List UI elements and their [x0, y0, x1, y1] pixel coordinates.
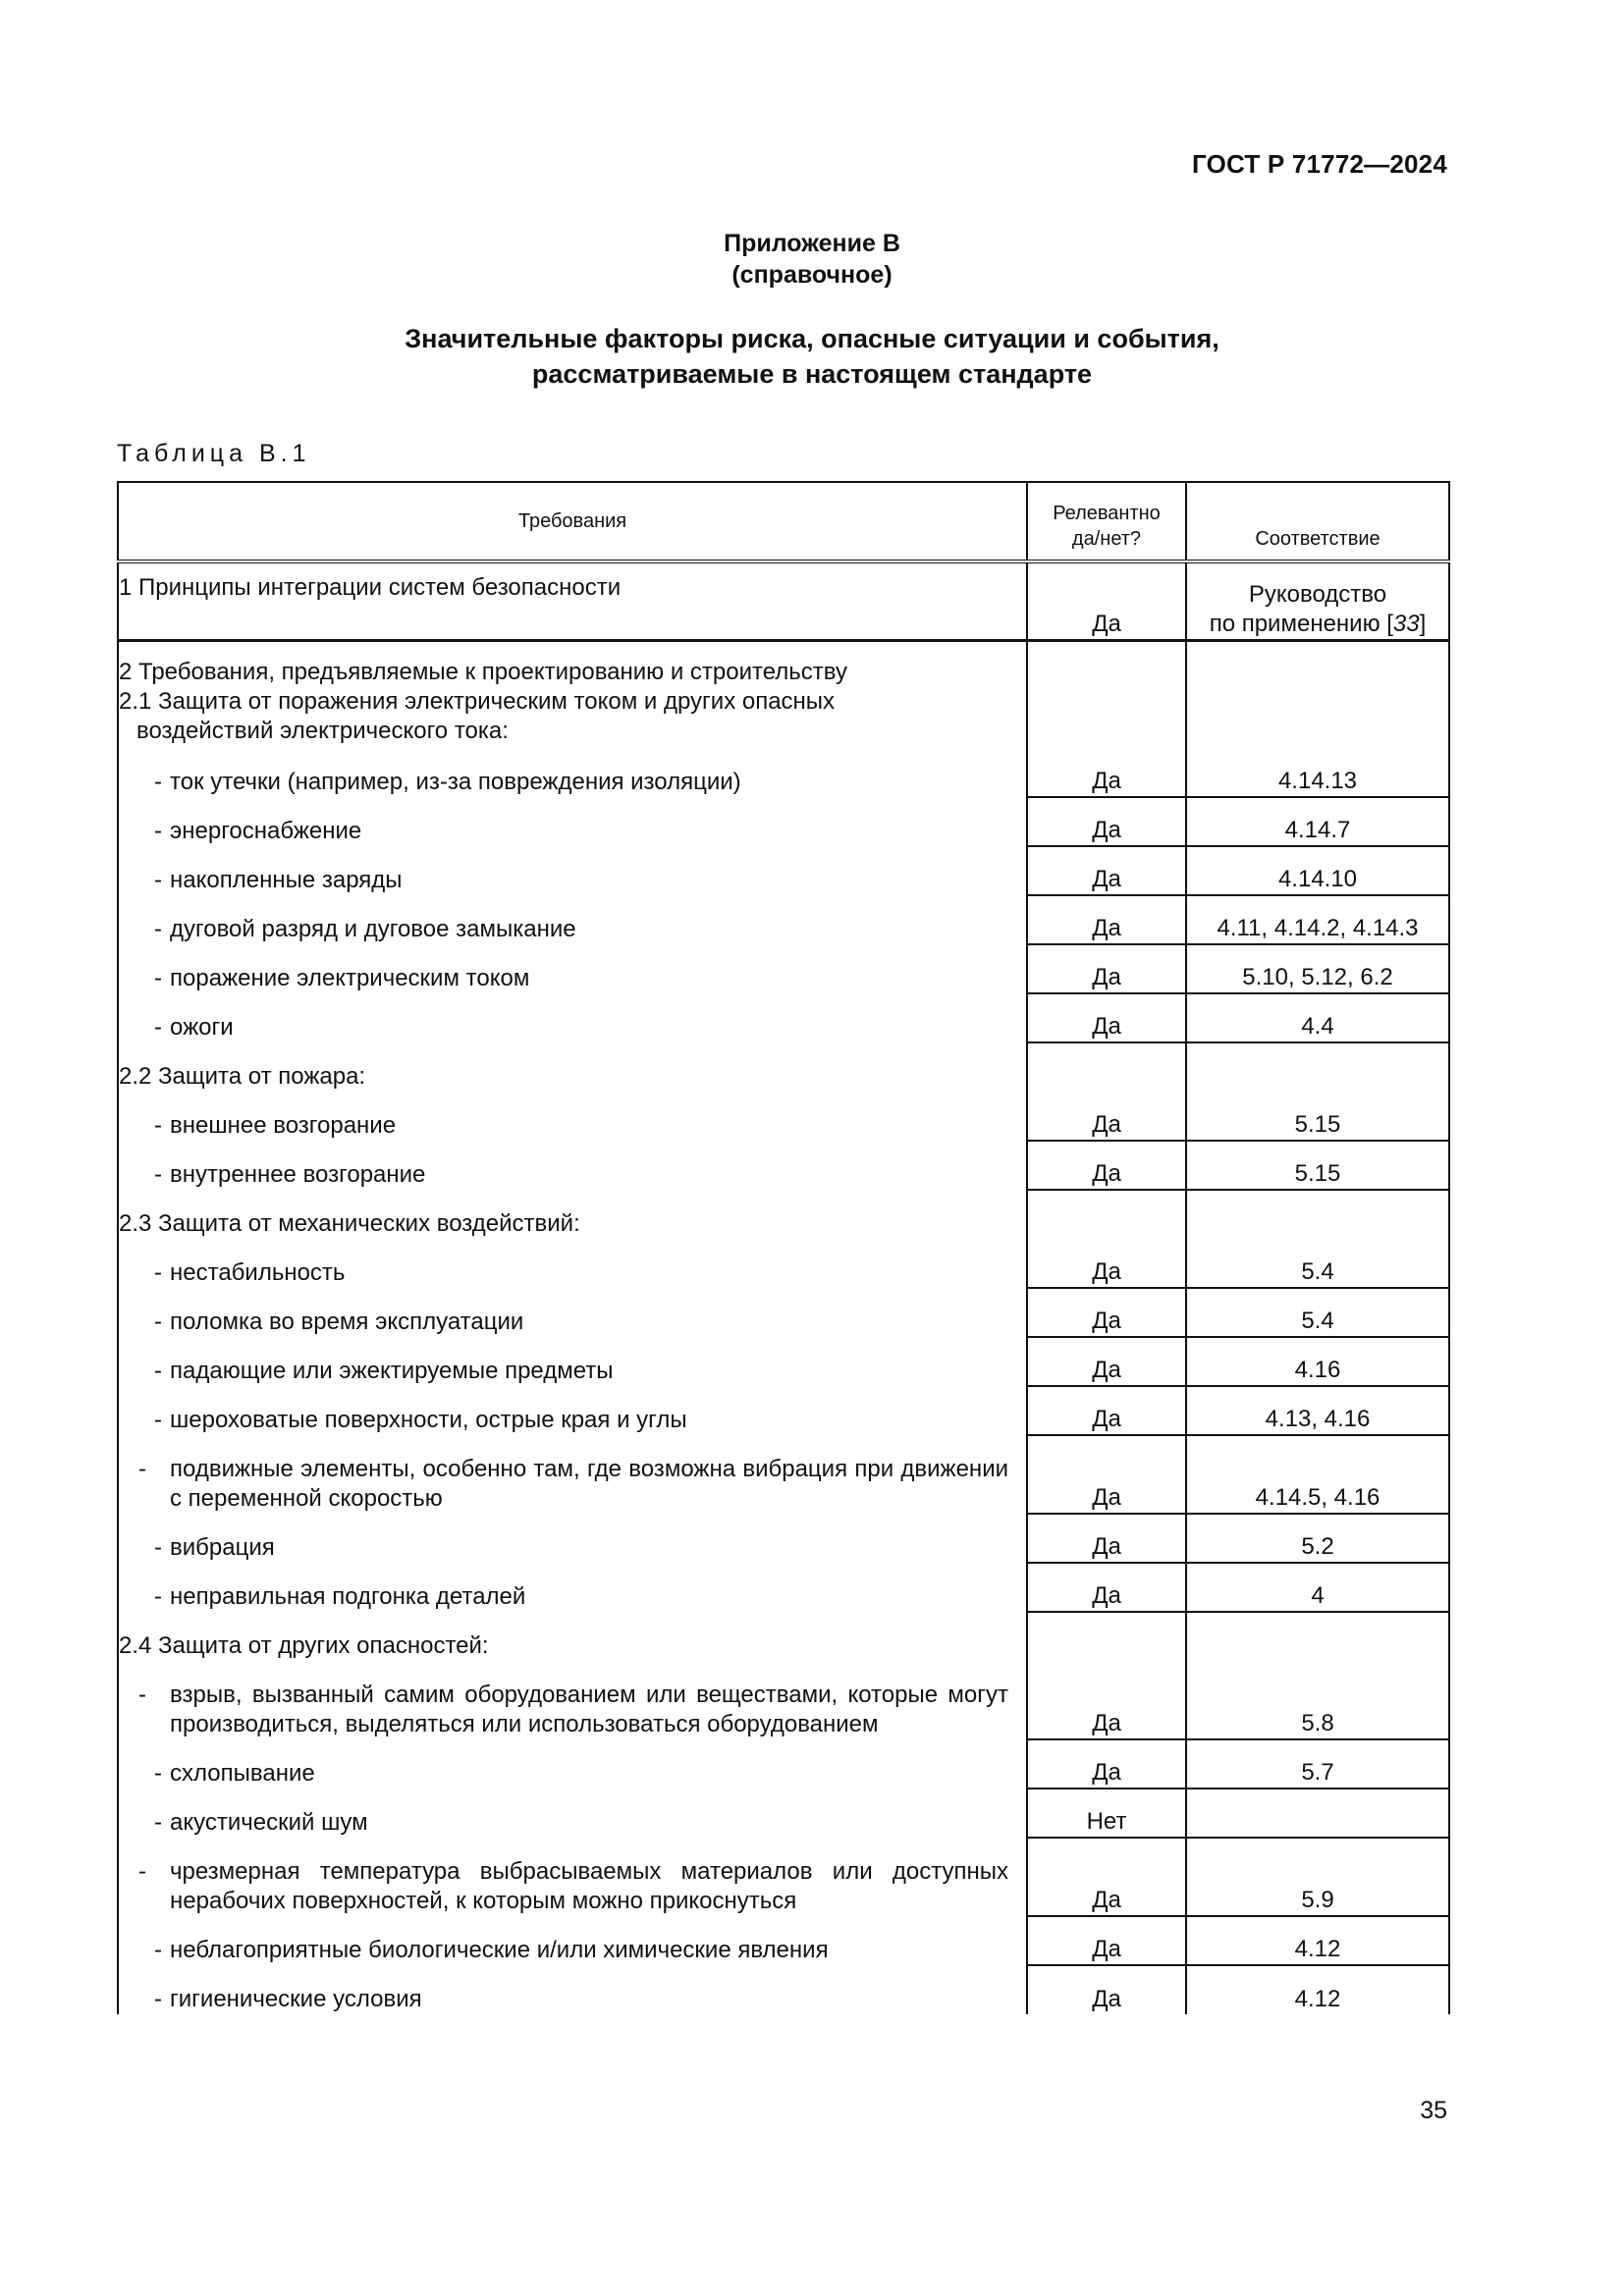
requirement-text: 2 Требования, предъявляемые к проектированию и строительству [118, 640, 1027, 687]
requirement-text: 2.3 Защита от механических воздействий: [118, 1190, 1027, 1239]
table-row [118, 1661, 1449, 1739]
header-relevant-line-2: да/нет? [1071, 528, 1142, 550]
relevance-value: Да [1027, 1965, 1186, 2014]
relevance-value: Да [1027, 1288, 1186, 1337]
relevance-value: Да [1027, 1514, 1186, 1563]
compliance-value: 4.14.10 [1186, 846, 1449, 895]
table-row [118, 1337, 1449, 1386]
requirement-item [118, 1337, 1027, 1386]
requirement-item [118, 1563, 1027, 1612]
compliance-value: 5.7 [1186, 1739, 1449, 1789]
requirement-item-text [138, 1857, 1008, 1916]
requirement-item-body: подвижные элементы, особенно там, где возможна вибрация при движении с переменной скоростью [170, 1456, 1008, 1512]
requirement-item-text: ожоги [170, 1014, 234, 1041]
table-row [118, 1916, 1449, 1965]
annex-subtitle: (справочное) [731, 261, 893, 289]
relevance-value: Да [1027, 993, 1186, 1042]
requirement-item-text: нестабильность [170, 1259, 346, 1286]
table-row [118, 1239, 1449, 1288]
page-number: 35 [1420, 2097, 1447, 2124]
bullet-dash: - [138, 1682, 146, 1708]
requirement-item-text: вибрация [170, 1534, 275, 1561]
requirements-table [117, 481, 1450, 2014]
relevance-value: Да [1027, 1916, 1186, 1965]
compliance-value: 4.14.13 [1186, 746, 1449, 797]
annex-heading [0, 321, 1624, 392]
compliance-value: 4.16 [1186, 1337, 1449, 1386]
relevance-value: Да [1027, 1563, 1186, 1612]
compliance-value: 5.4 [1186, 1239, 1449, 1288]
table-header-row [118, 482, 1449, 561]
requirement-item-text: схлопывание [170, 1760, 315, 1787]
requirement-item [118, 1092, 1027, 1141]
table-row [118, 1563, 1449, 1612]
bullet-dash: - [154, 1161, 162, 1188]
requirement-text: 2.2 Защита от пожара: [118, 1042, 1027, 1092]
requirement-item [118, 993, 1027, 1042]
requirement-item [118, 746, 1027, 797]
bullet-dash: - [154, 1760, 162, 1787]
requirement-item-text: поражение электрическим током [170, 965, 530, 991]
bullet-dash: - [138, 1456, 146, 1482]
relevance-value: Да [1027, 797, 1186, 846]
bullet-dash: - [154, 769, 162, 795]
compliance-value: 5.10, 5.12, 6.2 [1186, 944, 1449, 993]
requirement-text: 1 Принципы интеграции систем безопасности [118, 561, 1027, 640]
compliance-value: 5.15 [1186, 1141, 1449, 1190]
requirement-item-text: шероховатые поверхности, острые края и углы [170, 1407, 687, 1433]
table-row [118, 1965, 1449, 2014]
table-row [118, 1042, 1449, 1092]
relevance-value [1027, 687, 1186, 746]
annex-title: Приложение В [724, 230, 900, 257]
requirement-text-line-1: 2.1 Защита от поражения электрическим током и других опасных [119, 688, 836, 715]
compliance-value: 5.4 [1186, 1288, 1449, 1337]
requirement-item-text: неблагоприятные биологические и/или химические явления [170, 1937, 829, 1963]
table-row [118, 1092, 1449, 1141]
table-row [118, 561, 1449, 640]
compliance-value [1186, 1789, 1449, 1838]
relevance-value: Да [1027, 846, 1186, 895]
compliance-value: 5.15 [1186, 1092, 1449, 1141]
requirement-item [118, 1789, 1027, 1838]
requirement-item-text: поломка во время эксплуатации [170, 1308, 524, 1335]
compliance-value [1186, 640, 1449, 687]
bullet-dash: - [154, 1259, 162, 1286]
table-row [118, 797, 1449, 846]
requirement-item [118, 895, 1027, 944]
requirement-item [118, 1739, 1027, 1789]
bullet-dash: - [154, 1809, 162, 1836]
relevance-value: Да [1027, 1239, 1186, 1288]
relevance-value [1027, 1612, 1186, 1661]
compliance-value [1186, 1042, 1449, 1092]
relevance-value: Да [1027, 746, 1186, 797]
compliance-value [1186, 687, 1449, 746]
table-row [118, 1386, 1449, 1435]
table-caption: Таблица В.1 [117, 440, 311, 467]
table-row [118, 944, 1449, 993]
relevance-value: Да [1027, 1435, 1186, 1514]
bullet-dash: - [154, 1583, 162, 1610]
reference-number: 33 [1392, 610, 1420, 637]
table-row [118, 1514, 1449, 1563]
requirement-item-text: энергоснабжение [170, 818, 362, 844]
relevance-value [1027, 1042, 1186, 1092]
table-row [118, 746, 1449, 797]
compliance-line-2 [1187, 610, 1448, 639]
compliance-line-2-bracket: ] [1419, 610, 1427, 637]
compliance-value: 4 [1186, 1563, 1449, 1612]
requirement-item-text: внутреннее возгорание [170, 1161, 426, 1188]
bullet-dash: - [154, 1937, 162, 1963]
table-row [118, 687, 1449, 746]
requirement-item-text: гигиенические условия [170, 1986, 422, 2012]
requirement-item-text: падающие или эжектируемые предметы [170, 1358, 614, 1384]
relevance-value: Да [1027, 1386, 1186, 1435]
requirement-item [118, 1141, 1027, 1190]
relevance-value: Да [1027, 1661, 1186, 1739]
bullet-dash: - [154, 965, 162, 991]
requirement-item-text: неправильная подгонка деталей [170, 1583, 526, 1610]
requirement-item-text [138, 1681, 1008, 1739]
requirement-text: 2.4 Защита от других опасностей: [118, 1612, 1027, 1661]
requirement-item [118, 1288, 1027, 1337]
table-row [118, 993, 1449, 1042]
requirement-item-text: ток утечки (например, из-за повреждения изоляции) [170, 769, 741, 795]
table-row [118, 1190, 1449, 1239]
relevance-value: Да [1027, 895, 1186, 944]
requirement-text [118, 687, 1027, 746]
compliance-value: 4.14.7 [1186, 797, 1449, 846]
compliance-line-1: Руководство [1248, 580, 1387, 608]
requirement-item-body: взрыв, вызванный самим оборудованием или веществами, которые могут производиться, выделяться или использоваться оборудованием [170, 1682, 1008, 1737]
relevance-value [1027, 1190, 1186, 1239]
requirement-item-text: акустический шум [170, 1809, 368, 1836]
requirement-item [118, 1838, 1027, 1916]
requirement-item [118, 1514, 1027, 1563]
requirement-item [118, 1239, 1027, 1288]
table-row [118, 1141, 1449, 1190]
table-row [118, 1789, 1449, 1838]
bullet-dash: - [154, 1358, 162, 1384]
requirement-item [118, 1435, 1027, 1514]
relevance-value: Да [1027, 1141, 1186, 1190]
bullet-dash: - [138, 1858, 146, 1885]
compliance-line-2-text: по применению [ [1209, 610, 1393, 637]
requirement-item [118, 1965, 1027, 2014]
header-relevant-line-1: Релевантно [1053, 503, 1161, 524]
requirement-item [118, 1386, 1027, 1435]
requirement-text-line-2: воздействий электрического тока: [136, 718, 509, 744]
compliance-value: 4.12 [1186, 1916, 1449, 1965]
table-row [118, 640, 1449, 687]
bullet-dash: - [154, 916, 162, 942]
requirement-item-text: внешнее возгорание [170, 1112, 397, 1139]
compliance-value: 4.13, 4.16 [1186, 1386, 1449, 1435]
header-relevant [1027, 482, 1186, 561]
annex-heading-line-1: Значительные факторы риска, опасные ситуации и события, [405, 324, 1219, 353]
table-row [118, 846, 1449, 895]
requirement-item [118, 797, 1027, 846]
compliance-value [1186, 561, 1449, 640]
compliance-value: 5.9 [1186, 1838, 1449, 1916]
bullet-dash: - [154, 818, 162, 844]
table-row [118, 1838, 1449, 1916]
relevance-value: Нет [1027, 1789, 1186, 1838]
bullet-dash: - [154, 1534, 162, 1561]
relevance-value: Да [1027, 1739, 1186, 1789]
compliance-value: 5.2 [1186, 1514, 1449, 1563]
bullet-dash: - [154, 1112, 162, 1139]
requirement-item [118, 846, 1027, 895]
compliance-value: 4.11, 4.14.2, 4.14.3 [1186, 895, 1449, 944]
relevance-value: Да [1027, 561, 1186, 640]
relevance-value [1027, 640, 1186, 687]
compliance-value [1186, 1612, 1449, 1661]
requirement-item [118, 944, 1027, 993]
relevance-value: Да [1027, 1337, 1186, 1386]
bullet-dash: - [154, 1308, 162, 1335]
compliance-value: 4.14.5, 4.16 [1186, 1435, 1449, 1514]
document-code: ГОСТ Р 71772—2024 [1192, 149, 1447, 179]
table-row [118, 1612, 1449, 1661]
compliance-value: 5.8 [1186, 1661, 1449, 1739]
relevance-value: Да [1027, 1092, 1186, 1141]
compliance-value: 4.12 [1186, 1965, 1449, 2014]
table-row [118, 1288, 1449, 1337]
table-row [118, 1435, 1449, 1514]
requirement-item-body: чрезмерная температура выбрасываемых материалов или доступных нерабочих поверхностей, к которым можно прикоснуться [170, 1858, 1008, 1914]
requirement-item-text: накопленные заряды [170, 867, 403, 893]
bullet-dash: - [154, 1014, 162, 1041]
bullet-dash: - [154, 867, 162, 893]
requirement-item [118, 1661, 1027, 1739]
table-row [118, 895, 1449, 944]
relevance-value: Да [1027, 1838, 1186, 1916]
bullet-dash: - [154, 1986, 162, 2012]
header-requirements: Требования [118, 482, 1027, 561]
requirement-item-text: дуговой разряд и дуговое замыкание [170, 916, 576, 942]
compliance-value: 4.4 [1186, 993, 1449, 1042]
requirement-item [118, 1916, 1027, 1965]
relevance-value: Да [1027, 944, 1186, 993]
annex-heading-line-2: рассматриваемые в настоящем стандарте [531, 359, 1093, 389]
compliance-value [1186, 1190, 1449, 1239]
table-row [118, 1739, 1449, 1789]
bullet-dash: - [154, 1407, 162, 1433]
requirement-item-text [138, 1455, 1008, 1514]
header-compliance: Соответствие [1186, 482, 1449, 561]
